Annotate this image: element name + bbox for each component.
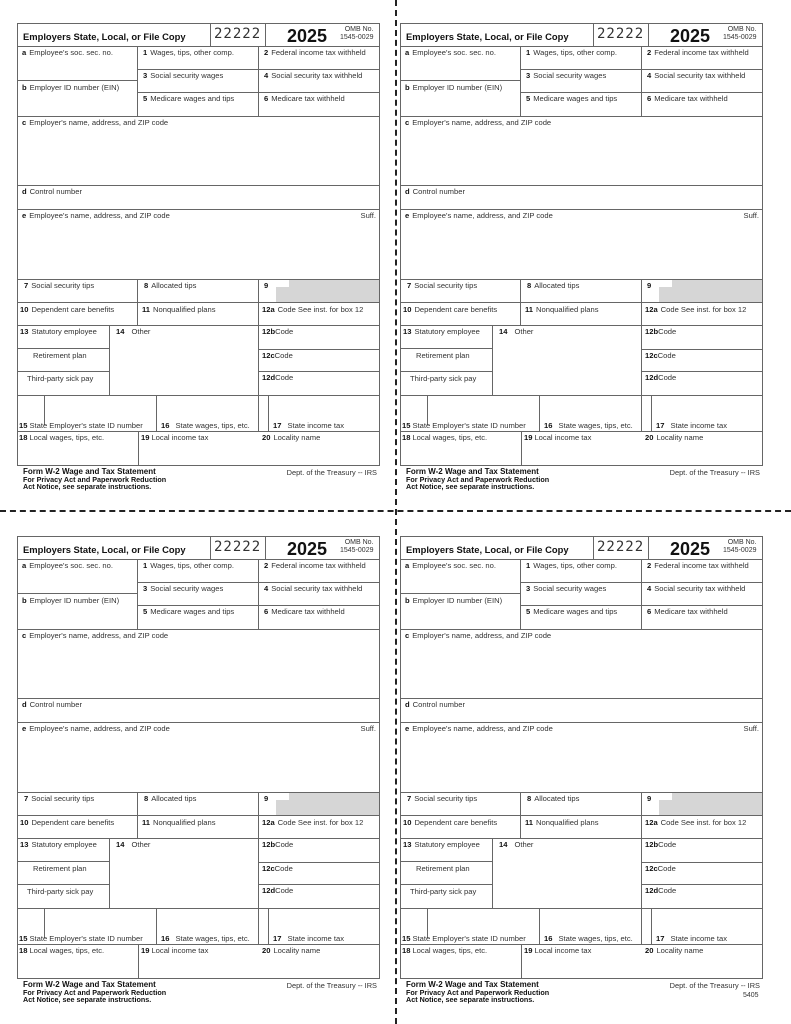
box-2[interactable]: 2 Federal income tax withheld [647, 561, 749, 570]
box-13-retirement-plan[interactable]: Retirement plan [416, 864, 470, 873]
box-e[interactable]: e Employee's name, address, and ZIP code [405, 724, 553, 733]
box-20[interactable]: 20 Locality name [262, 946, 321, 955]
box-11[interactable]: 11 Nonqualified plans [142, 305, 216, 314]
box-e[interactable]: e Employee's name, address, and ZIP code [22, 211, 170, 220]
suffix-label: Suff. [360, 211, 376, 220]
box-10[interactable]: 10 Dependent care benefits [403, 305, 498, 314]
form-footer-notice: Form W-2 Wage and Tax Statement For Privacy Act and Paperwork Reduction Act Notice, see separate instructions. [23, 467, 167, 491]
box-12c[interactable]: 12cCode [645, 351, 676, 360]
box-4[interactable]: 4 Social security tax withheld [264, 71, 363, 80]
box-18[interactable]: 18 Local wages, tips, etc. [402, 946, 488, 955]
box-9-shaded [659, 800, 762, 815]
box-18[interactable]: 18 Local wages, tips, etc. [19, 946, 105, 955]
dept-treasury-label: Dept. of the Treasury -- IRS [669, 468, 760, 477]
form-title: Employers State, Local, or File Copy [406, 31, 569, 42]
w2-form-copy-bottom-left [17, 536, 380, 1004]
box-b[interactable]: b Employer ID number (EIN) [405, 83, 503, 92]
form-code: 22222 [597, 539, 645, 555]
box-13-retirement-plan[interactable]: Retirement plan [416, 351, 470, 360]
box-c[interactable]: c Employer's name, address, and ZIP code [22, 631, 169, 640]
box-16[interactable]: 16 State wages, tips, etc. [544, 934, 633, 943]
box-6[interactable]: 6 Medicare tax withheld [647, 607, 728, 616]
box-12c[interactable]: 12cCode [262, 351, 293, 360]
box-19[interactable]: 19 Local income tax [141, 946, 209, 955]
box-17[interactable]: 17 State income tax [656, 421, 728, 430]
box-10[interactable]: 10 Dependent care benefits [20, 305, 115, 314]
box-14[interactable]: 14 Other [116, 840, 151, 849]
box-a[interactable]: a Employee's soc. sec. no. [405, 48, 496, 57]
form-code: 22222 [214, 539, 262, 555]
box-13-retirement-plan[interactable]: Retirement plan [33, 351, 87, 360]
box-13-statutory-employee[interactable]: 13 Statutory employee [20, 327, 97, 336]
box-12c[interactable]: 12cCode [645, 864, 676, 873]
omb-number: OMB No. 1545-0029 [723, 26, 757, 41]
form-title: Employers State, Local, or File Copy [23, 31, 186, 42]
box-15[interactable]: 15 State Employer's state ID number [19, 421, 143, 430]
box-13-third-party-sick-pay[interactable]: Third-party sick pay [27, 887, 94, 896]
box-10[interactable]: 10 Dependent care benefits [403, 818, 498, 827]
box-c[interactable]: c Employer's name, address, and ZIP code [405, 631, 552, 640]
omb-number: OMB No. 1545-0029 [340, 539, 374, 554]
box-7[interactable]: 7 Social security tips [24, 281, 95, 290]
box-2[interactable]: 2 Federal income tax withheld [264, 561, 366, 570]
box-a[interactable]: a Employee's soc. sec. no. [405, 561, 496, 570]
box-9[interactable]: 9 [264, 281, 269, 290]
box-12a[interactable]: 12a Code See inst. for box 12 [262, 818, 364, 827]
box-6[interactable]: 6 Medicare tax withheld [647, 94, 728, 103]
box-9[interactable]: 9 [647, 794, 652, 803]
box-c[interactable]: c Employer's name, address, and ZIP code [22, 118, 169, 127]
tax-year: 2025 [670, 26, 711, 46]
box-9-shaded [659, 287, 762, 302]
box-12b[interactable]: 12bCode [645, 840, 677, 849]
box-1[interactable]: 1 Wages, tips, other comp. [526, 48, 617, 57]
box-1[interactable]: 1 Wages, tips, other comp. [143, 561, 234, 570]
box-5[interactable]: 5 Medicare wages and tips [526, 94, 618, 103]
tax-year: 2025 [287, 26, 328, 46]
box-12d[interactable]: 12dCode [645, 373, 677, 382]
box-7[interactable]: 7 Social security tips [407, 794, 478, 803]
box-3[interactable]: 3 Social security wages [526, 71, 607, 80]
box-12d[interactable]: 12dCode [262, 886, 294, 895]
box-16[interactable]: 16 State wages, tips, etc. [544, 421, 633, 430]
box-11[interactable]: 11 Nonqualified plans [142, 818, 216, 827]
box-12b[interactable]: 12bCode [262, 840, 294, 849]
box-3[interactable]: 3 Social security wages [143, 584, 224, 593]
vertical-cut-line [395, 0, 397, 1024]
box-d[interactable]: d Control number [405, 700, 465, 709]
tax-year: 2025 [287, 539, 328, 559]
form-footer-notice: Form W-2 Wage and Tax Statement For Privacy Act and Paperwork Reduction Act Notice, see separate instructions. [23, 980, 167, 1004]
box-15[interactable]: 15 State Employer's state ID number [402, 934, 526, 943]
dept-treasury-label: Dept. of the Treasury -- IRS [669, 981, 760, 990]
box-13-third-party-sick-pay[interactable]: Third-party sick pay [410, 887, 477, 896]
box-7[interactable]: 7 Social security tips [407, 281, 478, 290]
box-17[interactable]: 17 State income tax [273, 421, 345, 430]
tax-year: 2025 [670, 539, 711, 559]
box-7[interactable]: 7 Social security tips [24, 794, 95, 803]
form-code: 22222 [597, 26, 645, 42]
box-b[interactable]: b Employer ID number (EIN) [405, 596, 503, 605]
box-17[interactable]: 17 State income tax [656, 934, 728, 943]
box-9-shaded [276, 287, 379, 302]
box-2[interactable]: 2 Federal income tax withheld [264, 48, 366, 57]
box-1[interactable]: 1 Wages, tips, other comp. [143, 48, 234, 57]
box-12a[interactable]: 12a Code See inst. for box 12 [262, 305, 364, 314]
box-8[interactable]: 8 Allocated tips [527, 281, 580, 290]
box-13-third-party-sick-pay[interactable]: Third-party sick pay [27, 374, 94, 383]
box-11[interactable]: 11 Nonqualified plans [525, 818, 599, 827]
box-15[interactable]: 15 State Employer's state ID number [402, 421, 526, 430]
box-12a[interactable]: 12a Code See inst. for box 12 [645, 818, 747, 827]
box-e[interactable]: e Employee's name, address, and ZIP code [22, 724, 170, 733]
box-2[interactable]: 2 Federal income tax withheld [647, 48, 749, 57]
box-6[interactable]: 6 Medicare tax withheld [264, 607, 345, 616]
box-9[interactable]: 9 [647, 281, 652, 290]
box-13-statutory-employee[interactable]: 13 Statutory employee [403, 840, 480, 849]
form-title: Employers State, Local, or File Copy [23, 544, 186, 555]
box-d[interactable]: d Control number [22, 187, 82, 196]
box-4[interactable]: 4 Social security tax withheld [264, 584, 363, 593]
box-17[interactable]: 17 State income tax [273, 934, 345, 943]
suffix-label: Suff. [360, 724, 376, 733]
box-12c[interactable]: 12cCode [262, 864, 293, 873]
box-12b[interactable]: 12bCode [645, 327, 677, 336]
box-8[interactable]: 8 Allocated tips [144, 794, 197, 803]
page-number: 5405 [743, 992, 759, 999]
horizontal-cut-line [0, 510, 791, 512]
box-d[interactable]: d Control number [405, 187, 465, 196]
box-15[interactable]: 15 State Employer's state ID number [19, 934, 143, 943]
box-18[interactable]: 18 Local wages, tips, etc. [19, 433, 105, 442]
box-16[interactable]: 16 State wages, tips, etc. [161, 934, 250, 943]
box-8[interactable]: 8 Allocated tips [527, 794, 580, 803]
box-3[interactable]: 3 Social security wages [143, 71, 224, 80]
box-10[interactable]: 10 Dependent care benefits [20, 818, 115, 827]
box-18[interactable]: 18 Local wages, tips, etc. [402, 433, 488, 442]
omb-number: OMB No. 1545-0029 [340, 26, 374, 41]
dept-treasury-label: Dept. of the Treasury -- IRS [286, 981, 377, 990]
box-1[interactable]: 1 Wages, tips, other comp. [526, 561, 617, 570]
box-12d[interactable]: 12dCode [262, 373, 294, 382]
box-8[interactable]: 8 Allocated tips [144, 281, 197, 290]
box-4[interactable]: 4 Social security tax withheld [647, 71, 746, 80]
box-16[interactable]: 16 State wages, tips, etc. [161, 421, 250, 430]
box-14[interactable]: 14 Other [116, 327, 151, 336]
box-20[interactable]: 20 Locality name [262, 433, 321, 442]
w2-form-copy-top-left [17, 23, 380, 491]
box-13-third-party-sick-pay[interactable]: Third-party sick pay [410, 374, 477, 383]
box-a[interactable]: a Employee's soc. sec. no. [22, 48, 113, 57]
box-19[interactable]: 19 Local income tax [524, 433, 592, 442]
box-13-statutory-employee[interactable]: 13 Statutory employee [20, 840, 97, 849]
box-5[interactable]: 5 Medicare wages and tips [143, 94, 235, 103]
suffix-label: Suff. [743, 211, 759, 220]
box-b[interactable]: b Employer ID number (EIN) [22, 596, 120, 605]
box-5[interactable]: 5 Medicare wages and tips [143, 607, 235, 616]
omb-number: OMB No. 1545-0029 [723, 539, 757, 554]
w2-form-copy-top-right [400, 23, 763, 491]
box-e[interactable]: e Employee's name, address, and ZIP code [405, 211, 553, 220]
form-code: 22222 [214, 26, 262, 42]
dept-treasury-label: Dept. of the Treasury -- IRS [286, 468, 377, 477]
box-14[interactable]: 14 Other [499, 840, 534, 849]
box-4[interactable]: 4 Social security tax withheld [647, 584, 746, 593]
box-19[interactable]: 19 Local income tax [141, 433, 209, 442]
box-9[interactable]: 9 [264, 794, 269, 803]
form-title: Employers State, Local, or File Copy [406, 544, 569, 555]
box-12b[interactable]: 12bCode [262, 327, 294, 336]
form-footer-notice: Form W-2 Wage and Tax Statement For Privacy Act and Paperwork Reduction Act Notice, see separate instructions. [406, 980, 550, 1004]
box-b[interactable]: b Employer ID number (EIN) [22, 83, 120, 92]
suffix-label: Suff. [743, 724, 759, 733]
box-6[interactable]: 6 Medicare tax withheld [264, 94, 345, 103]
box-13-statutory-employee[interactable]: 13 Statutory employee [403, 327, 480, 336]
box-c[interactable]: c Employer's name, address, and ZIP code [405, 118, 552, 127]
box-20[interactable]: 20 Locality name [645, 433, 704, 442]
box-20[interactable]: 20 Locality name [645, 946, 704, 955]
box-11[interactable]: 11 Nonqualified plans [525, 305, 599, 314]
box-a[interactable]: a Employee's soc. sec. no. [22, 561, 113, 570]
form-footer-notice: Form W-2 Wage and Tax Statement For Privacy Act and Paperwork Reduction Act Notice, see separate instructions. [406, 467, 550, 491]
box-5[interactable]: 5 Medicare wages and tips [526, 607, 618, 616]
box-9-shaded [276, 800, 379, 815]
box-d[interactable]: d Control number [22, 700, 82, 709]
box-12d[interactable]: 12dCode [645, 886, 677, 895]
box-19[interactable]: 19 Local income tax [524, 946, 592, 955]
box-3[interactable]: 3 Social security wages [526, 584, 607, 593]
box-13-retirement-plan[interactable]: Retirement plan [33, 864, 87, 873]
box-14[interactable]: 14 Other [499, 327, 534, 336]
box-12a[interactable]: 12a Code See inst. for box 12 [645, 305, 747, 314]
